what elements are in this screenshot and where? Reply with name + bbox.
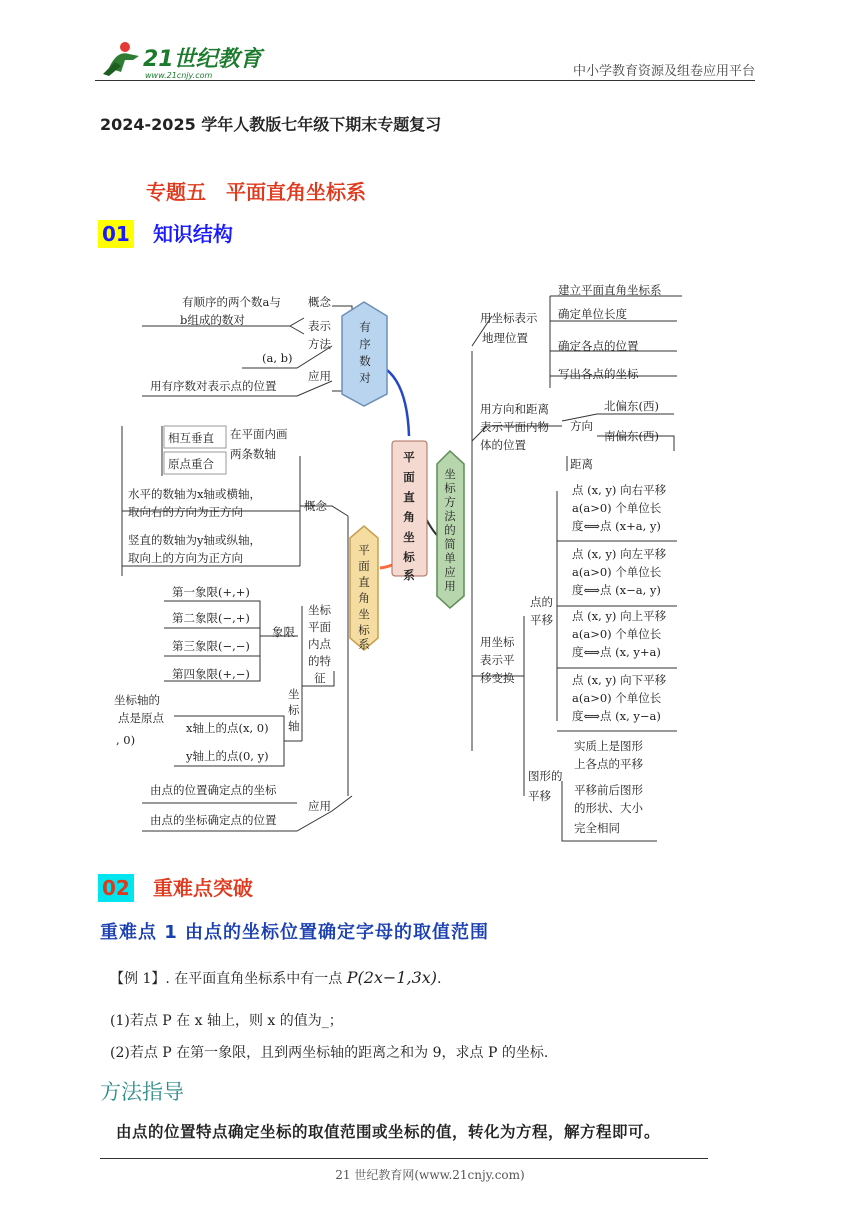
svg-text:点 (x, y) 向上平移: 点 (x, y) 向上平移 [572,609,667,623]
svg-text:内点: 内点 [308,637,331,651]
svg-text:有: 有 [359,320,371,334]
svg-text:21世纪教育: 21世纪教育 [143,47,262,72]
svg-text:水平的数轴为x轴或横轴，: 水平的数轴为x轴或横轴， [128,487,261,501]
svg-text:a(a>0) 个单位长: a(a>0) 个单位长 [572,691,662,705]
svg-text:单: 单 [444,551,456,565]
topic-title: 专题五 平面直角坐标系 [146,180,366,204]
question-2: (2)若点 P 在第一象限，且到两坐标轴的距离之和为 9，求点 P 的坐标. [110,1045,549,1061]
svg-text:第一象限(+,+): 第一象限(+,+) [172,585,250,599]
svg-text:取向右的方向为正方向: 取向右的方向为正方向 [128,505,243,519]
svg-text:平: 平 [358,543,370,557]
svg-text:角: 角 [403,510,415,524]
svg-text:方向: 方向 [570,419,593,433]
svg-text:面: 面 [358,559,370,573]
svg-text:系: 系 [403,568,415,582]
svg-text:标: 标 [358,623,370,637]
svg-text:相互垂直: 相互垂直 [168,431,214,445]
svg-text:写出各点的坐标: 写出各点的坐标 [558,367,639,381]
svg-text:坐: 坐 [444,467,456,481]
svg-text:体的位置: 体的位置 [480,438,526,452]
svg-text:度⟺点 (x+a, y): 度⟺点 (x+a, y) [572,519,661,533]
site-logo [95,38,270,84]
svg-text:由点的坐标确定点的位置: 由点的坐标确定点的位置 [150,813,277,827]
svg-text:坐: 坐 [358,607,370,621]
section-2-heading [98,872,253,901]
svg-text:竖直的数轴为y轴或纵轴，: 竖直的数轴为y轴或纵轴， [128,533,261,547]
svg-text:完全相同: 完全相同 [574,821,620,835]
svg-text:第四象限(+,−): 第四象限(+,−) [172,667,250,681]
example-prefix: 【例 1】. 在平面直角坐标系中有一点 [110,971,343,987]
svg-text:平移: 平移 [530,613,553,627]
example-point: P(2x−1,3x) [346,968,438,987]
svg-text:平移前后图形: 平移前后图形 [574,783,643,797]
svg-text:南偏东(西): 南偏东(西) [604,429,659,443]
svg-text:面: 面 [403,470,415,484]
knowledge-mindmap [112,276,697,851]
method-text: 由点的位置特点确定坐标的取值范围或坐标的值，转化为方程，解方程即可。 [116,1123,661,1141]
svg-text:系: 系 [358,637,370,651]
footer-text: 21 世纪教育网(www.21cnjy.com) [335,1168,525,1182]
svg-text:序: 序 [359,337,371,351]
svg-text:的: 的 [444,523,456,537]
svg-text:表示平面内物: 表示平面内物 [480,420,549,434]
svg-text:原点重合: 原点重合 [168,457,214,471]
svg-text:用: 用 [444,579,456,593]
svg-text:点 (x, y) 向右平移: 点 (x, y) 向右平移 [572,483,667,497]
svg-text:用有序数对表示点的位置: 用有序数对表示点的位置 [150,379,277,393]
svg-text:直: 直 [358,575,370,589]
section-title: 重难点突破 [152,876,253,900]
svg-text:标: 标 [288,703,300,717]
svg-text:图形的: 图形的 [528,769,563,783]
svg-text:在平面内画: 在平面内画 [230,427,288,441]
svg-text:上各点的平移: 上各点的平移 [574,757,643,771]
svg-text:对: 对 [359,371,371,385]
svg-text:a(a>0) 个单位长: a(a>0) 个单位长 [572,501,662,515]
example-suffix: . [437,971,442,987]
svg-text:移变换: 移变换 [480,671,515,685]
svg-text:应用: 应用 [308,799,331,813]
svg-text:实质上是图形: 实质上是图形 [574,739,643,753]
svg-text:坐: 坐 [403,530,415,544]
svg-text:坐标: 坐标 [308,603,331,617]
example-text [110,968,442,988]
svg-text:角: 角 [358,591,370,605]
svg-text:a(a>0) 个单位长: a(a>0) 个单位长 [572,565,662,579]
platform-name: 中小学教育资源及组卷应用平台 [572,64,755,79]
svg-text:法: 法 [444,509,456,523]
svg-text:确定单位长度: 确定单位长度 [558,307,627,321]
svg-text:征: 征 [314,671,326,685]
svg-text:第二象限(−,+): 第二象限(−,+) [172,611,250,625]
method-title: 方法指导 [100,1080,184,1104]
svg-text:平面: 平面 [308,620,331,634]
svg-text:地理位置: 地理位置 [482,331,528,345]
svg-text:用坐标: 用坐标 [480,635,515,649]
doc-subtitle: 2024-2025 学年人教版七年级下期末专题复习 [100,115,442,134]
svg-text:第三象限(−,−): 第三象限(−,−) [172,639,250,653]
section-title: 知识结构 [152,222,233,246]
footer-divider [100,1158,708,1159]
svg-text:的形状、大小: 的形状、大小 [574,801,643,815]
svg-text:用方向和距离: 用方向和距离 [480,402,549,416]
svg-text:度⟺点 (x−a, y): 度⟺点 (x−a, y) [572,583,661,597]
svg-text:点是原点: 点是原点 [118,711,164,725]
svg-text:简: 简 [444,537,456,551]
svg-text:北偏东(西): 北偏东(西) [604,399,659,413]
svg-text:有顺序的两个数a与: 有顺序的两个数a与 [182,295,281,309]
svg-text:距离: 距离 [570,457,593,471]
svg-text:表示: 表示 [308,319,331,333]
svg-text:应用: 应用 [308,369,331,383]
keypoint-title: 重难点 1 由点的坐标位置确定字母的取值范围 [100,922,490,943]
svg-text:标: 标 [444,481,456,495]
svg-text:方: 方 [444,495,456,509]
svg-text:点 (x, y) 向左平移: 点 (x, y) 向左平移 [572,547,667,561]
svg-text:的特: 的特 [308,654,331,668]
svg-text:标: 标 [403,550,415,564]
svg-text:方法: 方法 [308,337,331,351]
section-1-heading [98,218,233,247]
svg-text:点的: 点的 [530,595,553,609]
svg-text:a(a>0) 个单位长: a(a>0) 个单位长 [572,627,662,641]
svg-text:www.21cnjy.com: www.21cnjy.com [145,71,213,80]
svg-text:建立平面直角坐标系: 建立平面直角坐标系 [558,283,662,297]
svg-text:平: 平 [403,450,415,464]
svg-text:b组成的数对: b组成的数对 [180,313,245,327]
svg-text:由点的位置确定点的坐标: 由点的位置确定点的坐标 [150,783,277,797]
svg-text:度⟺点 (x, y+a): 度⟺点 (x, y+a) [572,645,661,659]
svg-text:取向上的方向为正方向: 取向上的方向为正方向 [128,551,243,565]
section-number: 01 [98,220,134,248]
svg-text:度⟺点 (x, y−a): 度⟺点 (x, y−a) [572,709,661,723]
svg-text:轴: 轴 [288,719,300,733]
svg-text:y轴上的点(0, y): y轴上的点(0, y) [186,749,269,763]
svg-text:平移: 平移 [528,789,551,803]
header-divider [95,80,755,81]
svg-text:坐标轴的: 坐标轴的 [114,693,160,707]
svg-text:点 (x, y) 向下平移: 点 (x, y) 向下平移 [572,673,667,687]
svg-text:坐: 坐 [288,687,300,701]
svg-text:表示平: 表示平 [480,653,515,667]
svg-text:数: 数 [359,354,371,368]
question-1: (1)若点 P 在 x 轴上，则 x 的值为_； [110,1013,343,1029]
svg-text:确定各点的位置: 确定各点的位置 [558,339,639,353]
svg-text:(a, b): (a, b) [262,351,293,365]
svg-text:概念: 概念 [308,295,331,309]
svg-text:应: 应 [444,565,456,579]
svg-text:x轴上的点(x, 0): x轴上的点(x, 0) [186,721,269,735]
svg-text:直: 直 [403,490,415,504]
svg-text:用坐标表示: 用坐标表示 [480,311,538,325]
svg-text:, 0): , 0) [116,733,136,747]
section-number: 02 [98,874,134,902]
svg-text:象限: 象限 [272,625,295,639]
svg-text:两条数轴: 两条数轴 [230,447,276,461]
svg-text:概念: 概念 [304,499,327,513]
